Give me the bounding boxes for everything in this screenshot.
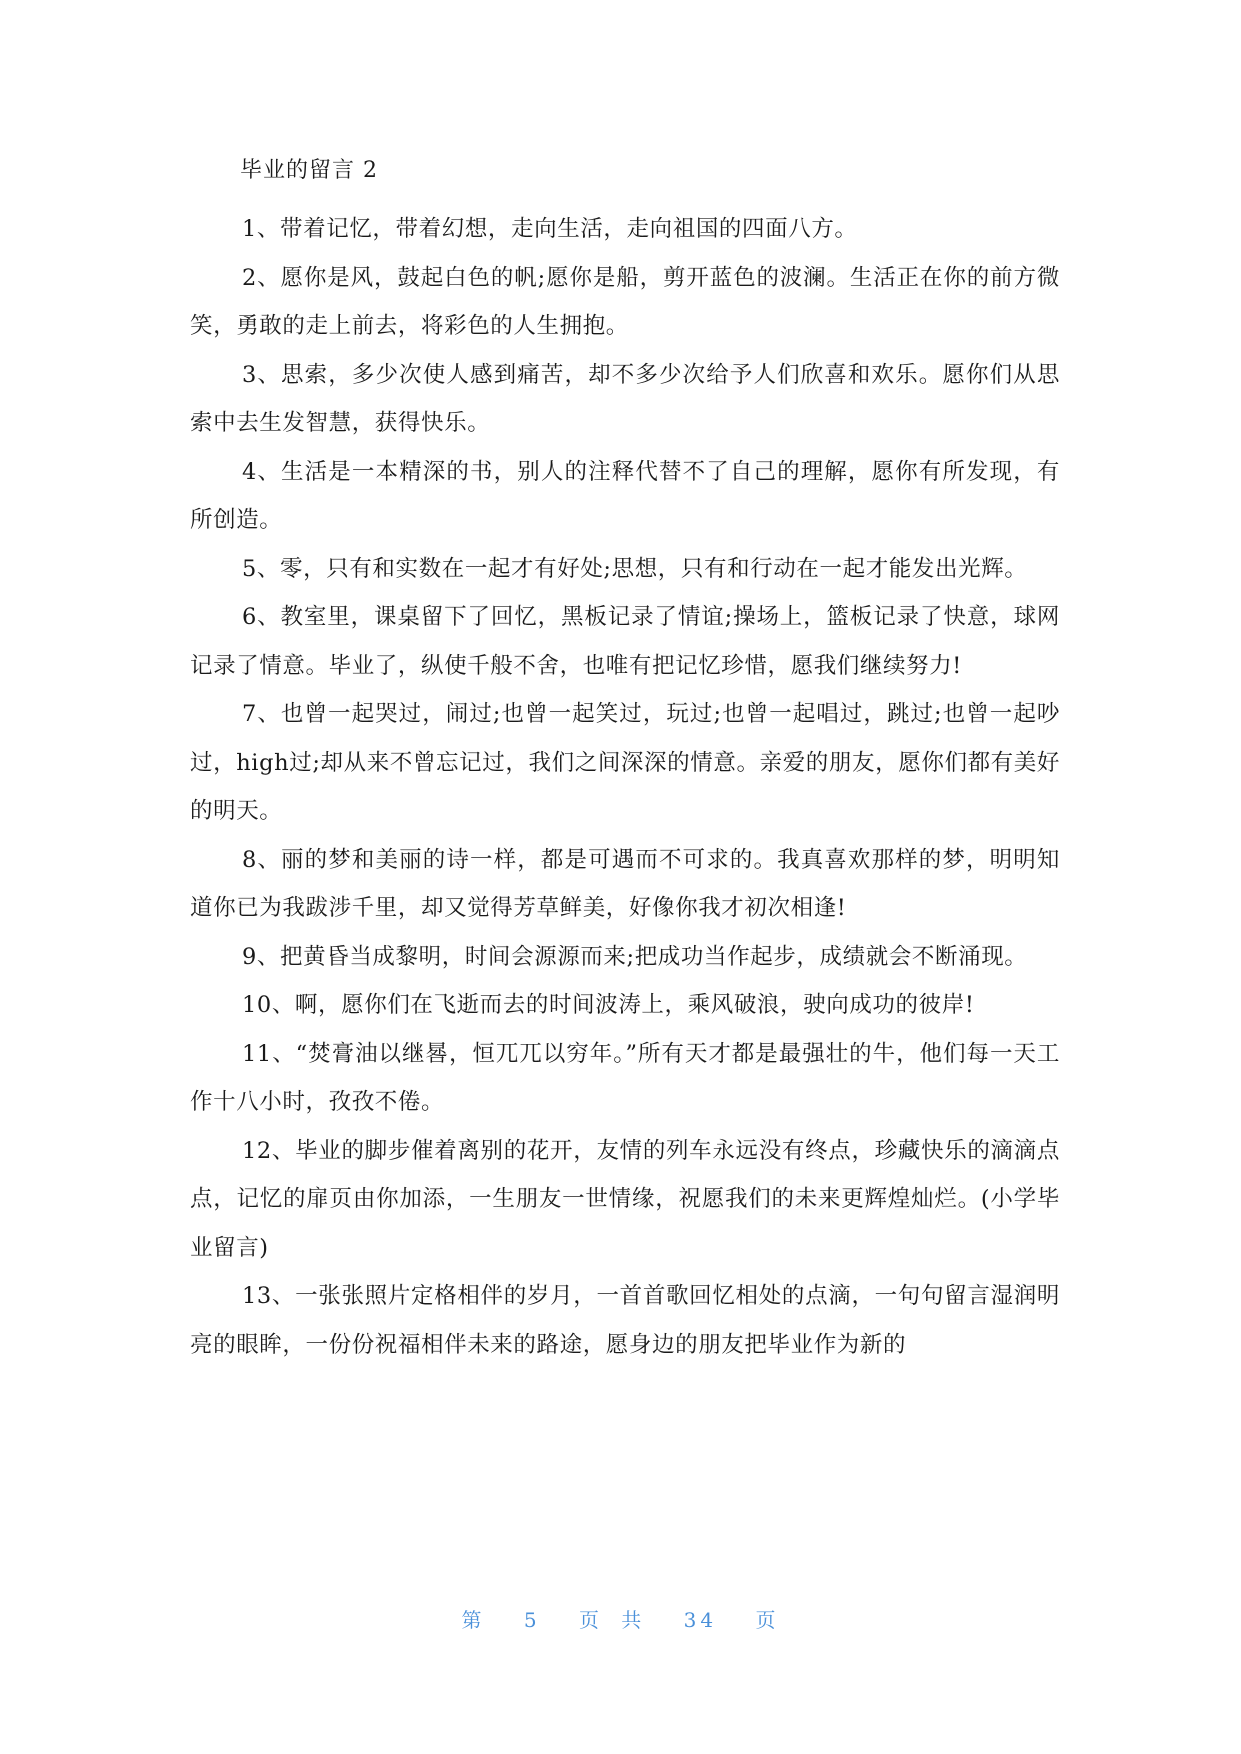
paragraph-9: 9、把黄昏当成黎明，时间会源源而来;把成功当作起步，成绩就会不断涌现。: [242, 943, 1028, 970]
footer-mid: 页 共: [578, 1608, 646, 1632]
paragraph-3: 3、思索，多少次使人感到痛苦，却不多少次给予人们欣喜和欢乐。愿你们从思索中去生发智慧，获得快乐。: [190, 361, 1060, 436]
paragraph-5: 5、零，只有和实数在一起才有好处;思想，只有和行动在一起才能发出光辉。: [242, 555, 1028, 582]
paragraph-6: 6、教室里，课桌留下了回忆，黑板记录了情谊;操场上，篮板记录了快意，球网记录了情意。毕业了，纵使千般不舍，也唯有把记忆珍惜，愿我们继续努力!: [190, 604, 1060, 679]
footer-prefix: 第: [461, 1608, 486, 1632]
paragraph-12: 12、毕业的脚步催着离别的花开，友情的列车永远没有终点，珍藏快乐的滴滴点点，记忆的扉页由你加添，一生朋友一世情缘，祝愿我们的未来更辉煌灿烂。(小学毕业留言): [190, 1137, 1060, 1261]
paragraph-8: 8、丽的梦和美丽的诗一样，都是可遇而不可求的。我真喜欢那样的梦，明明知道你已为我跋涉千里，却又觉得芳草鲜美，好像你我才初次相逢!: [190, 846, 1060, 921]
paragraph-4: 4、生活是一本精深的书，别人的注释代替不了自己的理解，愿你有所发现，有所创造。: [190, 458, 1060, 533]
footer-suffix: 页: [755, 1608, 780, 1632]
paragraph-7: 7、也曾一起哭过，闹过;也曾一起笑过，玩过;也曾一起唱过，跳过;也曾一起吵过，high过;却从来不曾忘记过，我们之间深深的情意。亲爱的朋友，愿你们都有美好的明天。: [190, 701, 1060, 824]
paragraph-1: 1、带着记忆，带着幻想，走向生活，走向祖国的四面八方。: [242, 216, 858, 242]
document-body: [190, 157, 1060, 1369]
paragraph-13: 13、一张张照片定格相伴的岁月，一首首歌回忆相处的点滴，一句句留言湿润明亮的眼眸，一份份祝福相伴未来的路途，愿身边的朋友把毕业作为新的: [190, 1283, 1060, 1358]
total-page-count: 34: [683, 1608, 718, 1632]
paragraph-11: 11、“焚膏油以继晷，恒兀兀以穷年。”所有天才都是最强壮的牛，他们每一天工作十八小时，孜孜不倦。: [190, 1040, 1060, 1115]
page-footer: [0, 1604, 1241, 1633]
section-heading: 毕业的留言 2: [240, 158, 378, 183]
paragraph-10: 10、啊，愿你们在飞逝而去的时间波涛上，乘风破浪，驶向成功的彼岸!: [242, 992, 975, 1018]
current-page-number: 5: [523, 1608, 541, 1632]
paragraph-2: 2、愿你是风，鼓起白色的帆;愿你是船，剪开蓝色的波澜。生活正在你的前方微笑，勇敢的走上前去，将彩色的人生拥抱。: [190, 264, 1060, 339]
